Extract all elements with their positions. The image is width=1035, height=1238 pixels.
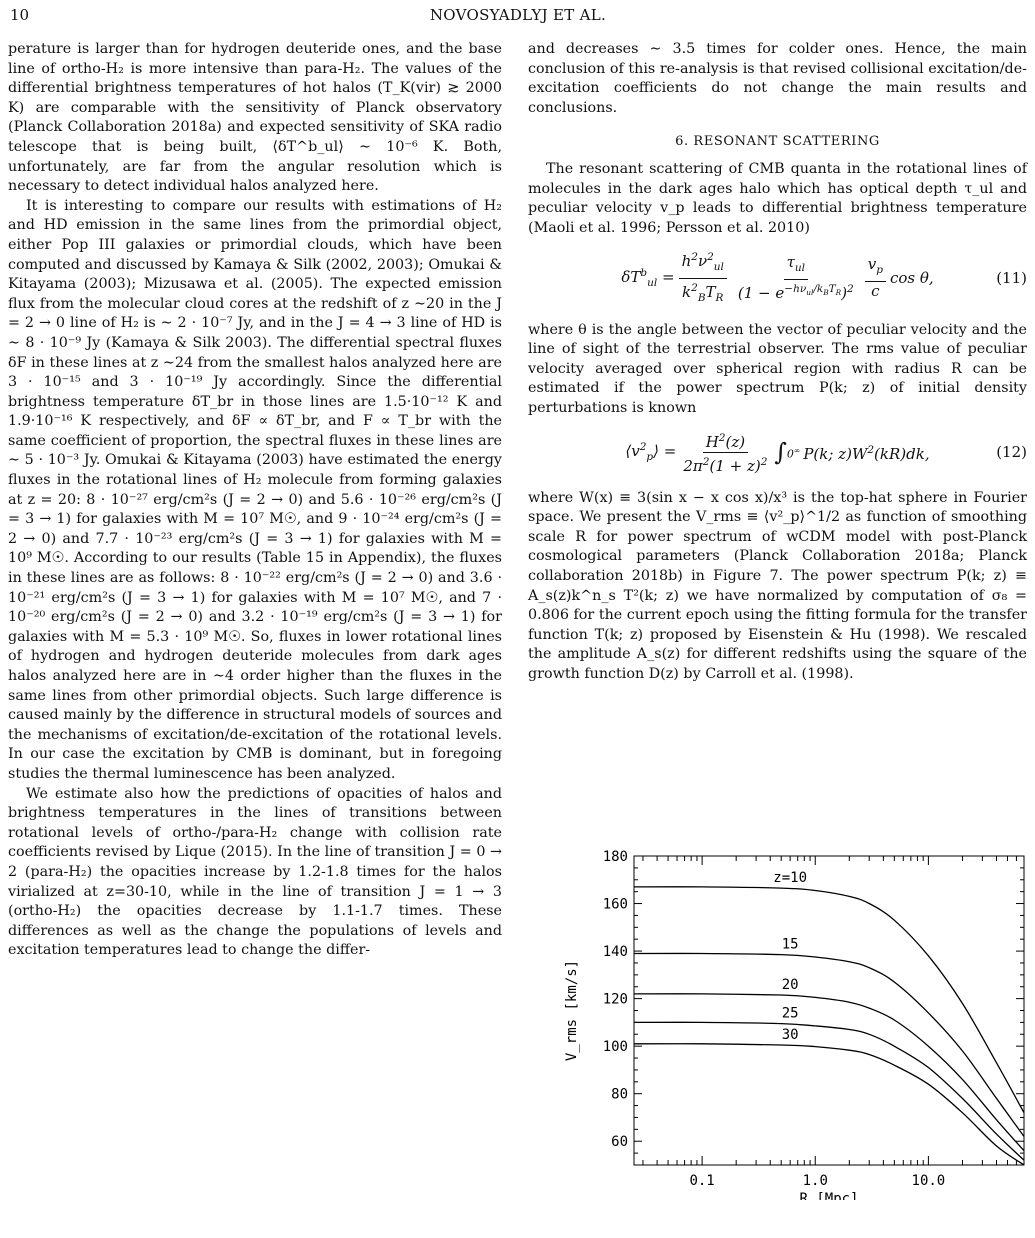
vrms-line-chart [550, 840, 1030, 1200]
x-axis-label: R [Mpc] [799, 1191, 859, 1200]
y-tick-label: 80 [611, 1086, 628, 1103]
series-line-2 [634, 953, 1024, 1136]
equation-number: (11) [996, 268, 1027, 287]
series-label: 25 [781, 1005, 799, 1022]
page-header [8, 6, 1028, 28]
equation-number: (12) [996, 442, 1027, 461]
y-tick-label: 140 [602, 944, 628, 961]
paragraph: It is interesting to compare our results with estimations of H₂ and HD emission in the same lines from the primordial object, either Pop III galaxies or primordial clouds, which have been computed and discussed by Kamaya & Silk (2002, 2003); Omukai & Kitayama (2003); Mizusawa et al. (2005). The expected emission flux from the molecular cloud cores at the redshift of z ∼20 in the J = 2 → 0 line of H₂ is ∼ 2 · 10⁻⁷ Jy, and in the J = 4 → 3 line of HD is ∼ 8 · 10⁻⁹ Jy (Kamaya & Silk 2003). The differential spectral fluxes δF in these lines at z ∼24 from the smallest halos analyzed here are 3 · 10⁻¹⁵ and 3 · 10⁻¹⁹ Jy accordingly. Since the differential brightness temperature δT_br in those lines are 1.5·10⁻¹² K and 1.9·10⁻¹⁶ K respectively, and δF ∝ δT_br, and F ∝ T_br with the same coefficient of proportion, the spectral fluxes in these lines are ∼ 5 · 10⁻³ Jy. Omukai & Kitayama (2003) have estimated the energy fluxes in the rotational lines of H₂ molecule from forming galaxies at z = 20: 8 · 10⁻²⁷ erg/cm²s (J = 2 → 0) and 5.6 · 10⁻²⁶ erg/cm²s (J = 3 → 1) for galaxies with M = 10⁷ M☉, and 9 · 10⁻²⁴ erg/cm²s (J = 2 → 0) and 7.7 · 10⁻²³ erg/cm²s (J = 3 → 1) for galaxies with M = 10⁹ M☉. According to our results (Table 15 in Appendix), the fluxes in these lines are as follows: 8 · 10⁻²² erg/cm²s (J = 2 → 0) and 3.6 · 10⁻²¹ erg/cm²s (J = 3 → 1) for galaxies with M = 10⁷ M☉, and 7 · 10⁻²⁰ erg/cm²s (J = 2 → 0) and 3.2 · 10⁻¹⁹ erg/cm²s (J = 3 → 1) for galaxies with M = 5.3 · 10⁹ M☉. So, fluxes in lower rotational lines of hydrogen and hydrogen deuteride molecules from dark ages halos analyzed here are in ∼4 order higher than the fluxes in the same lines from other primordial objects. Such large difference is caused mainly by the difference in structural models of sources and the mechanisms of excitation/de-excitation of the rotational levels. In our case the excitation by CMB is dominant, but in foregoing studies the thermal luminescence has been analyzed. [8, 197, 502, 782]
y-tick-label: 100 [602, 1039, 628, 1056]
paragraph: where θ is the angle between the vector of peculiar velocity and the line of sight of the terrestrial observer. The rms value of peculiar velocity averaged over spherical region with radius R can be estimated if the power spectrum P(k; z) of initial density perturbations is known [528, 321, 1027, 416]
figure-7-vrms-chart [550, 840, 1030, 1200]
section-title: 6. RESONANT SCATTERING [675, 134, 880, 150]
paragraph: perature is larger than for hydrogen deuteride ones, and the base line of ortho-H₂ is more intensive than para-H₂. The values of the differential brightness temperatures of hot halos (T_K(vir) ≳ 2000 K) are comparable with the sensitivity of Planck observatory (Planck Collaboration 2018a) and expected sensitivity of SKA radio telescope that is being built, ⟨δT^b_ul⟩ ∼ 10⁻⁶ K. Both, unfortunately, are far from the angular resolution which is necessary to detect individual halos analyzed here. [8, 41, 502, 195]
paragraph: where W(x) ≡ 3(sin x − x cos x)/x³ is the top-hat sphere in Fourier space. We present the V_rms ≡ ⟨v²_p⟩^1/2 as function of smoothing scale R for power spectrum of wCDM model with post-Planck cosmological parameters (Planck Collaboration 2018a; Planck collaboration 2018b) in Figure 7. The power spectrum P(k; z) ≡ A_s(z)k^n_s T²(k; z) we have normalized by computation of σ₈ = 0.806 for the current epoch using the fitting formula for the transfer function T(k; z) proposed by Eisenstein & Hu (1998). We rescaled the amplitude A_s(z) for different redshifts using the square of the growth function D(z) by Carroll et al. (1998). [528, 489, 1027, 683]
y-tick-label: 120 [602, 991, 628, 1008]
series-label: 30 [781, 1026, 799, 1043]
equation-11: $\delta T^b_{ul}$ = $\frac{h^2\nu^2_{ul}}{k^2_BT_R}$ $\frac{\tau_{ul}}{(1 - e^{-h\nu_{ul}/k_BT_R})^2}$ $\frac{v_p}{c}$ cos θ, (11) [528, 248, 1027, 308]
series-line-1 [634, 887, 1024, 1113]
equation-12: $⟨v^2_p⟩$ = $\frac{H^2(z)}{2\pi^2(1 + z)^2}$ ∫ 0∞ P(k; $z)W^2(kR)dk$, (12) [528, 429, 1027, 477]
y-tick-label: 160 [602, 896, 628, 913]
y-tick-label: 180 [602, 849, 628, 865]
series-label: 20 [781, 976, 799, 993]
paragraph: We estimate also how the predictions of opacities of halos and brightness temperatures in the lines of transitions between rotational levels of ortho-/para-H₂ change with collision rate coefficients revised by Lique (2015). In the line of transition J = 0 → 2 (para-H₂) the opacities increase by 1.2-1.8 times for the halos virialized at z=30-10, while in the line of transition J = 1 → 3 (ortho-H₂) the opacities decrease by 1.1-1.7 times. These differences as well as the change the populations of levels and excitation temperatures lead to change the differ- [8, 785, 502, 959]
x-tick-label: 10.0 [911, 1173, 946, 1189]
series-line-5 [634, 1044, 1024, 1165]
x-tick-label: 0.1 [689, 1173, 715, 1189]
series-label: 15 [781, 936, 799, 953]
x-tick-label: 1.0 [802, 1173, 828, 1189]
paragraph: and decreases ∼ 3.5 times for colder ones. Hence, the main conclusion of this re-analysis is that revised collisional excitation/de-excitation coefficients do not change the main results and conclusions. [528, 41, 1027, 116]
page-number: 10 [10, 6, 30, 24]
left-column [8, 40, 502, 961]
series-line-4 [634, 1022, 1024, 1160]
series-line-3 [634, 994, 1024, 1151]
running-head: NOVOSYADLYJ ET AL. [429, 6, 607, 24]
series-label: z=10 [773, 869, 808, 886]
plot-frame [634, 856, 1024, 1165]
y-tick-label: 60 [611, 1134, 628, 1151]
right-column [528, 40, 1027, 685]
y-axis-label: V_rms [km/s] [564, 959, 580, 1062]
paragraph: The resonant scattering of CMB quanta in the rotational lines of molecules in the dark ages halo which has optical depth τ_ul and peculiar velocity v_p leads to differential brightness temperature (Maoli et al. 1996; Persson et al. 2010) [528, 160, 1027, 236]
